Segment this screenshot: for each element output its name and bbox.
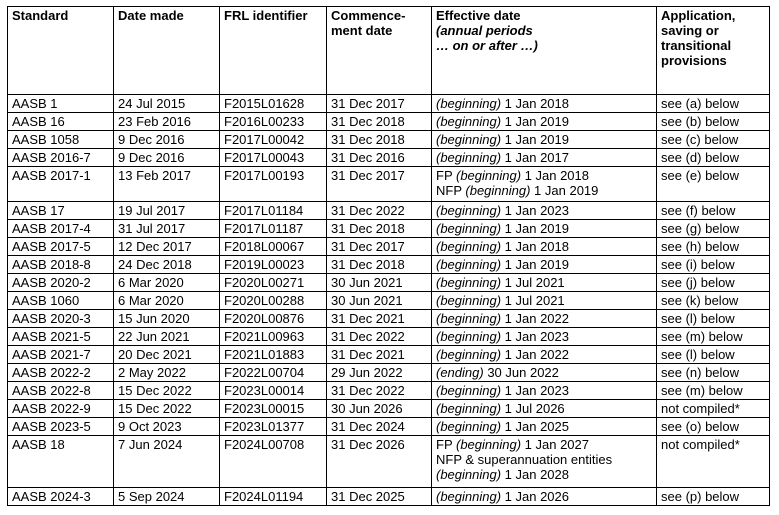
cell-effective-date: [432, 238, 657, 256]
table-row: [8, 167, 770, 202]
effective-qualifier: (beginning): [436, 329, 502, 344]
header-standard: Standard: [8, 7, 114, 95]
cell-commencement-date: 31 Dec 2024: [327, 418, 432, 436]
effective-text: 1 Jan 2019: [501, 221, 569, 236]
cell-date-made: 2 May 2022: [114, 364, 220, 382]
cell-provisions: see (h) below: [657, 238, 770, 256]
cell-frl-identifier: F2024L01194: [220, 488, 327, 506]
effective-qualifier: (beginning): [436, 150, 502, 165]
effective-text: NFP & superannuation entities: [436, 452, 613, 467]
cell-standard: AASB 17: [8, 202, 114, 220]
cell-frl-identifier: F2022L00704: [220, 364, 327, 382]
table-header-row: [8, 7, 770, 95]
cell-frl-identifier: F2019L00023: [220, 256, 327, 274]
cell-commencement-date: 29 Jun 2022: [327, 364, 432, 382]
cell-effective-date: [432, 274, 657, 292]
cell-frl-identifier: F2021L00963: [220, 328, 327, 346]
cell-provisions: see (g) below: [657, 220, 770, 238]
effective-qualifier: (beginning): [436, 419, 502, 434]
cell-standard: AASB 2020-3: [8, 310, 114, 328]
cell-standard: AASB 18: [8, 436, 114, 488]
cell-frl-identifier: F2020L00288: [220, 292, 327, 310]
cell-date-made: 7 Jun 2024: [114, 436, 220, 488]
cell-provisions: see (a) below: [657, 95, 770, 113]
cell-standard: AASB 2017-1: [8, 167, 114, 202]
cell-date-made: 13 Feb 2017: [114, 167, 220, 202]
cell-commencement-date: 30 Jun 2021: [327, 274, 432, 292]
standards-table-container: [7, 6, 770, 506]
cell-provisions: see (k) below: [657, 292, 770, 310]
cell-frl-identifier: F2023L00014: [220, 382, 327, 400]
header-commencement-date: Commence- ment date: [327, 7, 432, 95]
table-row: [8, 274, 770, 292]
effective-text: 1 Jan 2028: [501, 467, 569, 482]
effective-qualifier: (beginning): [436, 132, 502, 147]
effective-text: FP: [436, 437, 456, 452]
cell-provisions: see (o) below: [657, 418, 770, 436]
effective-text: 1 Jan 2019: [501, 132, 569, 147]
cell-date-made: 6 Mar 2020: [114, 292, 220, 310]
cell-provisions: see (j) below: [657, 274, 770, 292]
cell-frl-identifier: F2023L01377: [220, 418, 327, 436]
table-row: [8, 256, 770, 274]
cell-commencement-date: 30 Jun 2026: [327, 400, 432, 418]
cell-provisions: see (e) below: [657, 167, 770, 202]
cell-provisions: see (l) below: [657, 310, 770, 328]
effective-text: 1 Jan 2017: [501, 150, 569, 165]
effective-text: 1 Jul 2021: [501, 293, 565, 308]
cell-date-made: 20 Dec 2021: [114, 346, 220, 364]
cell-date-made: 23 Feb 2016: [114, 113, 220, 131]
cell-commencement-date: 31 Dec 2018: [327, 220, 432, 238]
cell-effective-date: [432, 95, 657, 113]
effective-qualifier: (beginning): [436, 401, 502, 416]
cell-standard: AASB 16: [8, 113, 114, 131]
effective-text: 1 Jan 2026: [501, 489, 569, 504]
cell-effective-date: [432, 418, 657, 436]
cell-date-made: 19 Jul 2017: [114, 202, 220, 220]
effective-text: 1 Jan 2022: [501, 347, 569, 362]
cell-provisions: see (p) below: [657, 488, 770, 506]
cell-date-made: 9 Dec 2016: [114, 131, 220, 149]
cell-commencement-date: 31 Dec 2021: [327, 346, 432, 364]
cell-effective-date: [432, 131, 657, 149]
effective-qualifier: (beginning): [436, 239, 502, 254]
cell-date-made: 31 Jul 2017: [114, 220, 220, 238]
cell-frl-identifier: F2021L01883: [220, 346, 327, 364]
effective-qualifier: (beginning): [436, 257, 502, 272]
cell-effective-date: [432, 292, 657, 310]
cell-frl-identifier: F2018L00067: [220, 238, 327, 256]
cell-provisions: see (m) below: [657, 382, 770, 400]
header-date-made: Date made: [114, 7, 220, 95]
cell-commencement-date: 31 Dec 2021: [327, 310, 432, 328]
cell-frl-identifier: F2024L00708: [220, 436, 327, 488]
effective-text: 1 Jan 2018: [501, 239, 569, 254]
cell-provisions: not compiled*: [657, 436, 770, 488]
table-row: [8, 220, 770, 238]
cell-standard: AASB 2020-2: [8, 274, 114, 292]
cell-effective-date: [432, 382, 657, 400]
cell-frl-identifier: F2017L01187: [220, 220, 327, 238]
cell-standard: AASB 2024-3: [8, 488, 114, 506]
effective-text: 1 Jan 2023: [501, 383, 569, 398]
cell-frl-identifier: F2017L00042: [220, 131, 327, 149]
effective-text: 1 Jan 2025: [501, 419, 569, 434]
cell-date-made: 22 Jun 2021: [114, 328, 220, 346]
effective-text: 1 Jul 2021: [501, 275, 565, 290]
cell-date-made: 24 Jul 2015: [114, 95, 220, 113]
cell-effective-date: [432, 400, 657, 418]
effective-text: 1 Jan 2018: [521, 168, 589, 183]
cell-effective-date: [432, 364, 657, 382]
table-row: [8, 400, 770, 418]
table-row: [8, 346, 770, 364]
effective-text: 1 Jul 2026: [501, 401, 565, 416]
cell-date-made: 5 Sep 2024: [114, 488, 220, 506]
effective-text: FP: [436, 168, 456, 183]
cell-frl-identifier: F2015L01628: [220, 95, 327, 113]
cell-effective-date: [432, 488, 657, 506]
cell-commencement-date: 31 Dec 2016: [327, 149, 432, 167]
cell-effective-date: [432, 167, 657, 202]
cell-commencement-date: 31 Dec 2017: [327, 238, 432, 256]
cell-provisions: see (m) below: [657, 328, 770, 346]
header-frl-identifier: FRL identifier: [220, 7, 327, 95]
cell-standard: AASB 2022-8: [8, 382, 114, 400]
effective-qualifier: (beginning): [436, 293, 502, 308]
cell-standard: AASB 2016-7: [8, 149, 114, 167]
effective-text: 1 Jan 2018: [501, 96, 569, 111]
cell-frl-identifier: F2020L00271: [220, 274, 327, 292]
cell-commencement-date: 31 Dec 2017: [327, 95, 432, 113]
effective-text: 1 Jan 2019: [530, 183, 599, 198]
effective-text: 1 Jan 2023: [501, 329, 569, 344]
cell-date-made: 9 Dec 2016: [114, 149, 220, 167]
cell-provisions: see (n) below: [657, 364, 770, 382]
cell-date-made: 15 Jun 2020: [114, 310, 220, 328]
cell-frl-identifier: F2017L00193: [220, 167, 327, 202]
cell-standard: AASB 1058: [8, 131, 114, 149]
effective-qualifier: (beginning): [436, 347, 502, 362]
effective-text: 1 Jan 2023: [501, 203, 569, 218]
effective-qualifier: (beginning): [436, 203, 502, 218]
table-row: [8, 382, 770, 400]
cell-provisions: not compiled*: [657, 400, 770, 418]
table-row: [8, 328, 770, 346]
effective-text: 30 Jun 2022: [483, 365, 559, 380]
cell-effective-date: [432, 202, 657, 220]
cell-commencement-date: 31 Dec 2022: [327, 382, 432, 400]
cell-commencement-date: 31 Dec 2026: [327, 436, 432, 488]
cell-date-made: 12 Dec 2017: [114, 238, 220, 256]
cell-standard: AASB 2023-5: [8, 418, 114, 436]
effective-qualifier: (beginning): [436, 383, 502, 398]
table-row: [8, 436, 770, 488]
table-row: [8, 238, 770, 256]
cell-effective-date: [432, 436, 657, 488]
cell-standard: AASB 2017-5: [8, 238, 114, 256]
effective-qualifier: (beginning): [456, 437, 522, 452]
cell-standard: AASB 1060: [8, 292, 114, 310]
effective-qualifier: (beginning): [436, 467, 502, 482]
cell-commencement-date: 31 Dec 2022: [327, 202, 432, 220]
table-row: [8, 364, 770, 382]
cell-commencement-date: 31 Dec 2022: [327, 328, 432, 346]
effective-qualifier: (beginning): [436, 489, 502, 504]
effective-text: NFP: [436, 183, 466, 198]
cell-provisions: see (d) below: [657, 149, 770, 167]
effective-qualifier: (beginning): [465, 183, 531, 198]
cell-effective-date: [432, 220, 657, 238]
standards-table: [7, 6, 770, 506]
effective-qualifier: (beginning): [436, 311, 502, 326]
table-row: [8, 418, 770, 436]
cell-effective-date: [432, 346, 657, 364]
table-row: [8, 310, 770, 328]
table-row: [8, 202, 770, 220]
cell-commencement-date: 30 Jun 2021: [327, 292, 432, 310]
cell-standard: AASB 2022-2: [8, 364, 114, 382]
cell-frl-identifier: F2016L00233: [220, 113, 327, 131]
table-row: [8, 292, 770, 310]
cell-provisions: see (c) below: [657, 131, 770, 149]
table-row: [8, 488, 770, 506]
effective-qualifier: (beginning): [436, 96, 502, 111]
header-effective-date: Effective date (annual periods … on or after …): [432, 7, 657, 95]
effective-qualifier: (beginning): [436, 275, 502, 290]
effective-text: 1 Jan 2022: [501, 311, 569, 326]
cell-commencement-date: 31 Dec 2018: [327, 256, 432, 274]
cell-effective-date: [432, 328, 657, 346]
table-row: [8, 113, 770, 131]
cell-date-made: 15 Dec 2022: [114, 400, 220, 418]
cell-provisions: see (f) below: [657, 202, 770, 220]
cell-frl-identifier: F2017L00043: [220, 149, 327, 167]
cell-date-made: 9 Oct 2023: [114, 418, 220, 436]
cell-provisions: see (b) below: [657, 113, 770, 131]
cell-standard: AASB 2021-5: [8, 328, 114, 346]
table-row: [8, 95, 770, 113]
effective-qualifier: (beginning): [436, 114, 502, 129]
cell-frl-identifier: F2017L01184: [220, 202, 327, 220]
table-row: [8, 131, 770, 149]
cell-commencement-date: 31 Dec 2017: [327, 167, 432, 202]
effective-text: 1 Jan 2019: [501, 257, 569, 272]
cell-standard: AASB 2018-8: [8, 256, 114, 274]
cell-standard: AASB 2021-7: [8, 346, 114, 364]
cell-effective-date: [432, 310, 657, 328]
effective-qualifier: (beginning): [436, 221, 502, 236]
cell-commencement-date: 31 Dec 2018: [327, 113, 432, 131]
cell-date-made: 6 Mar 2020: [114, 274, 220, 292]
cell-frl-identifier: F2023L00015: [220, 400, 327, 418]
cell-date-made: 24 Dec 2018: [114, 256, 220, 274]
header-provisions: Application, saving or transitional provisions: [657, 7, 770, 95]
cell-standard: AASB 2017-4: [8, 220, 114, 238]
effective-text: 1 Jan 2019: [501, 114, 569, 129]
cell-effective-date: [432, 149, 657, 167]
cell-standard: AASB 2022-9: [8, 400, 114, 418]
table-row: [8, 149, 770, 167]
cell-effective-date: [432, 113, 657, 131]
cell-commencement-date: 31 Dec 2018: [327, 131, 432, 149]
cell-frl-identifier: F2020L00876: [220, 310, 327, 328]
cell-provisions: see (l) below: [657, 346, 770, 364]
cell-provisions: see (i) below: [657, 256, 770, 274]
cell-commencement-date: 31 Dec 2025: [327, 488, 432, 506]
cell-effective-date: [432, 256, 657, 274]
effective-qualifier: (beginning): [456, 168, 522, 183]
cell-standard: AASB 1: [8, 95, 114, 113]
cell-date-made: 15 Dec 2022: [114, 382, 220, 400]
effective-qualifier: (ending): [436, 365, 484, 380]
effective-text: 1 Jan 2027: [521, 437, 589, 452]
